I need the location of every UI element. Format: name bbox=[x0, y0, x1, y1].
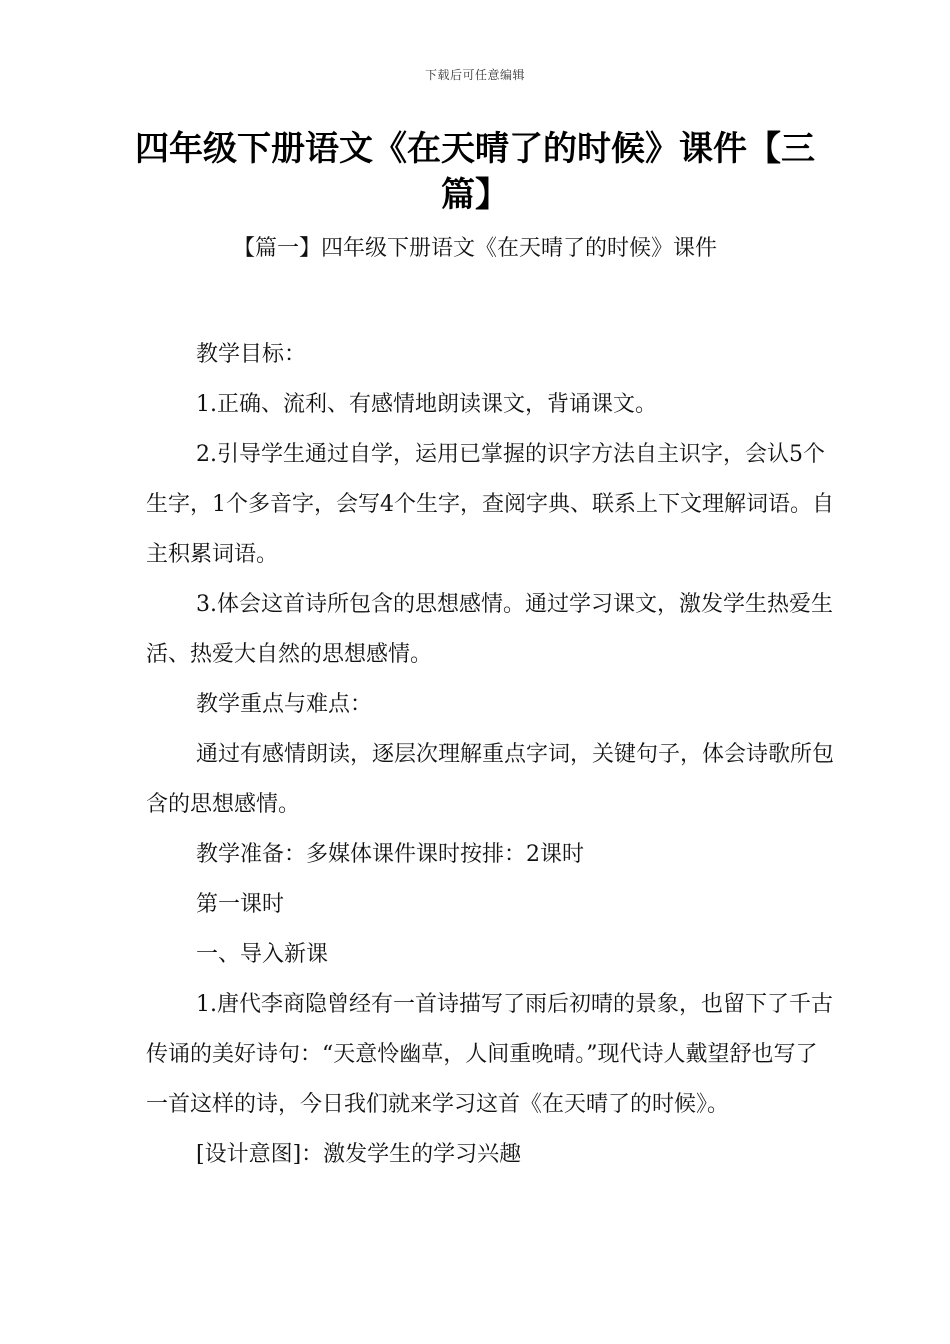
paragraph-key-points: 通过有感情朗读，逐层次理解重点字词，关键句子，体会诗歌所包含的思想感情。 bbox=[146, 742, 835, 817]
paragraph-first-lesson: 第一课时 bbox=[196, 892, 285, 917]
paragraph-intro-heading: 一、导入新课 bbox=[196, 942, 329, 967]
document-title: 四年级下册语文《在天晴了的时候》课件【三篇】 bbox=[135, 129, 815, 215]
paragraph-design-intent: [设计意图]：激发学生的学习兴趣 bbox=[196, 1142, 522, 1167]
section-subtitle: 【篇一】四年级下册语文《在天晴了的时候》课件 bbox=[232, 236, 717, 261]
paragraph-preparation: 教学准备：多媒体课件课时按排：2课时 bbox=[196, 842, 584, 867]
paragraph-goal-1: 1.正确、流利、有感情地朗读课文，背诵课文。 bbox=[196, 392, 657, 417]
paragraph-teaching-goals-heading: 教学目标： bbox=[196, 342, 307, 367]
paragraph-intro-1: 1.唐代李商隐曾经有一首诗描写了雨后初晴的景象，也留下了千古传诵的美好诗句：“天意怜幽草，人间重晚晴。”现代诗人戴望舒也写了一首这样的诗，今日我们就来学习这首《在天晴了的时候》。 bbox=[146, 992, 833, 1117]
header-note: 下载后可任意编辑 bbox=[424, 68, 525, 82]
document-body bbox=[146, 330, 836, 1180]
paragraph-goal-2: 2.引导学生通过自学，运用已掌握的识字方法自主识字，会认5个生字，1个多音字，会写4个生字，查阅字典、联系上下文理解词语。自主积累词语。 bbox=[146, 442, 834, 567]
paragraph-goal-3: 3.体会这首诗所包含的思想感情。通过学习课文，激发学生热爱生活、热爱大自然的思想感情。 bbox=[146, 592, 833, 667]
paragraph-key-points-heading: 教学重点与难点： bbox=[196, 692, 373, 717]
